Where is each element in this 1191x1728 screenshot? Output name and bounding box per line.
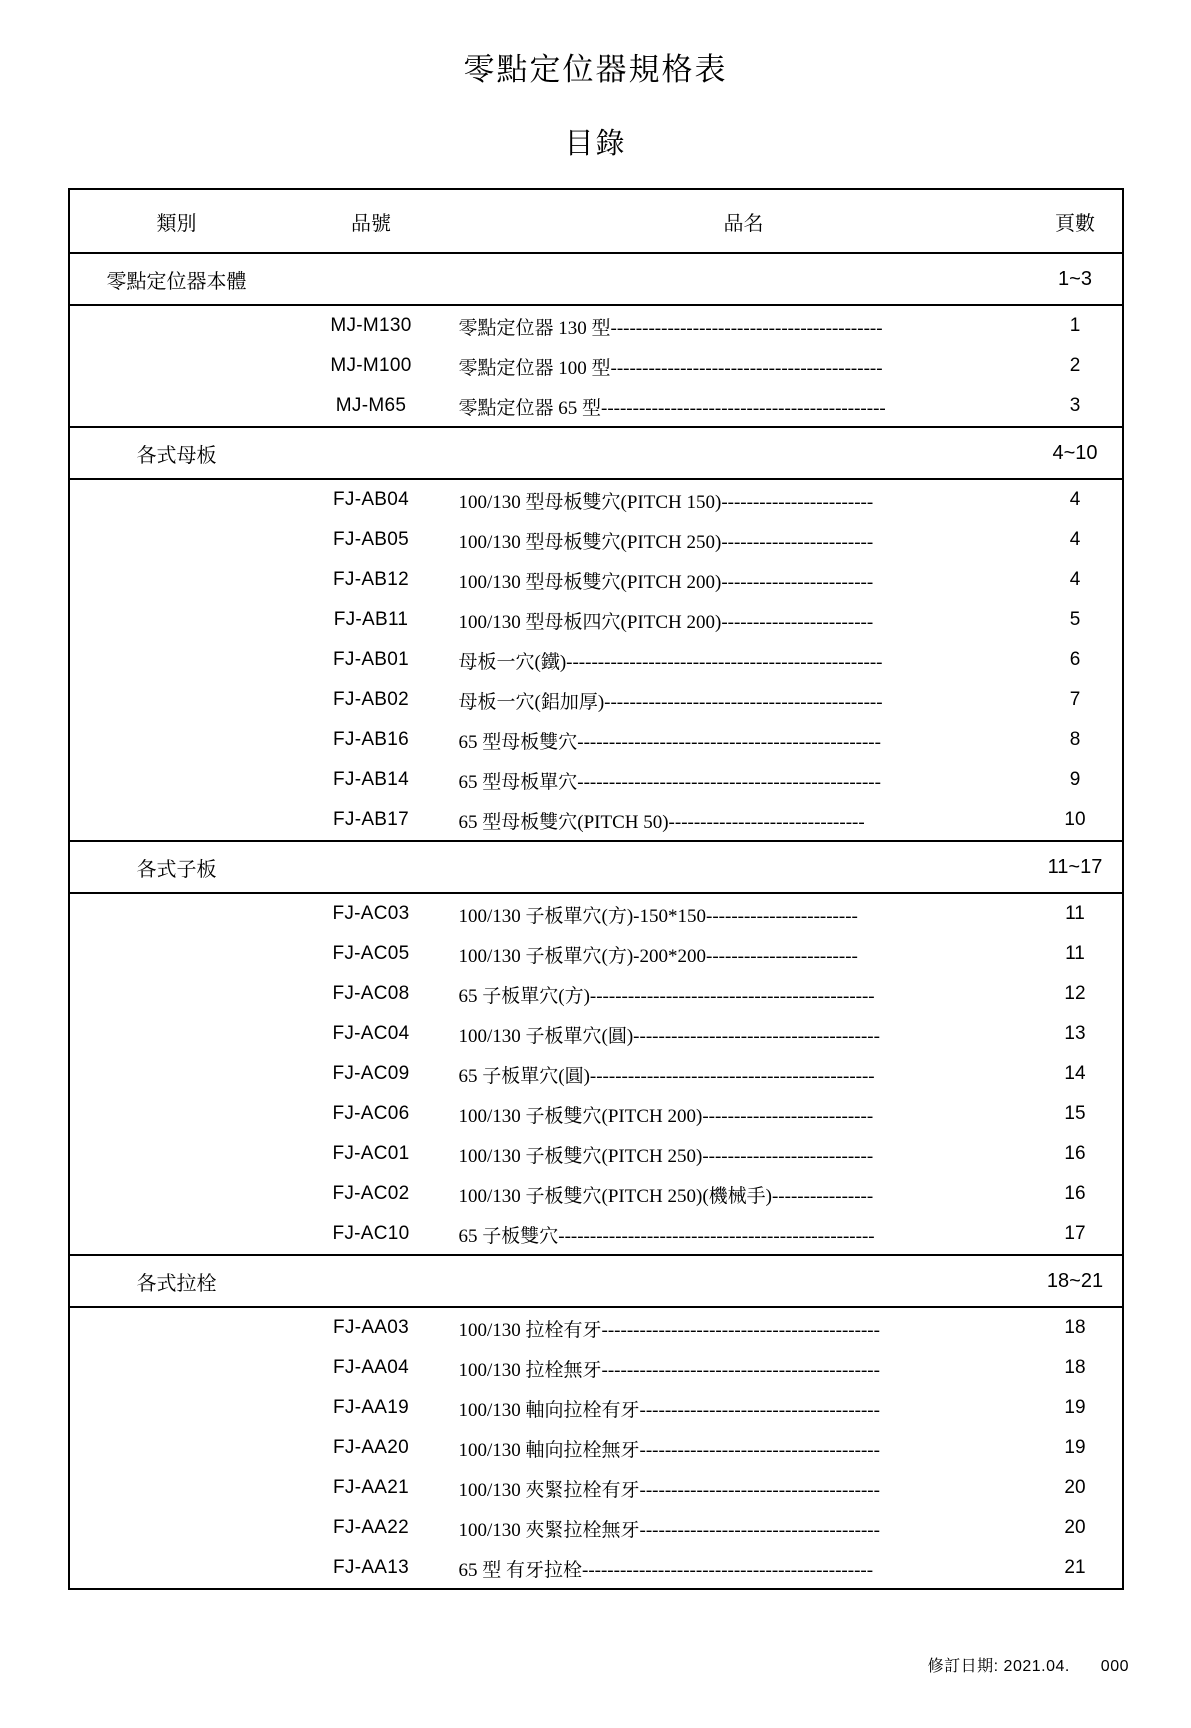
cell-code: FJ-AB12 <box>332 569 409 590</box>
cell-name: 100/130 子板雙穴(PITCH 200)--------------------------- <box>458 1105 874 1127</box>
column-header-code: 品號 <box>284 189 459 253</box>
table-row[interactable] <box>69 1388 1123 1428</box>
cell-page: 9 <box>1029 760 1123 800</box>
cell-code: FJ-AB14 <box>332 769 409 790</box>
table-row[interactable] <box>69 1174 1123 1214</box>
cell-category <box>69 720 284 760</box>
cell-page: 4 <box>1029 520 1123 560</box>
group-name-blank <box>459 427 1029 479</box>
cell-code: FJ-AB01 <box>332 649 409 670</box>
cell-page: 11 <box>1029 893 1123 934</box>
cell-category <box>69 386 284 427</box>
table-row[interactable] <box>69 1214 1123 1255</box>
cell-page: 16 <box>1029 1174 1123 1214</box>
cell-name: 100/130 子板雙穴(PITCH 250)(機械手)---------------- <box>458 1185 874 1207</box>
cell-page: 18 <box>1029 1307 1123 1348</box>
cell-name: 100/130 夾緊拉栓無牙-------------------------------------- <box>458 1519 880 1541</box>
table-row[interactable] <box>69 893 1123 934</box>
table-row[interactable] <box>69 680 1123 720</box>
cell-name: 100/130 子板單穴(圓)--------------------------------------- <box>458 1025 880 1047</box>
column-header-category: 類別 <box>69 189 284 253</box>
group-row <box>69 427 1123 479</box>
cell-code: FJ-AC03 <box>332 903 410 924</box>
cell-name: 65 子板單穴(方)--------------------------------------------- <box>458 985 875 1007</box>
group-code-blank <box>284 253 459 305</box>
cell-name: 65 型 有牙拉栓---------------------------------------------- <box>459 1548 1029 1589</box>
cell-name: 100/130 子板雙穴(PITCH 250)--------------------------- <box>458 1145 874 1167</box>
table-header-row <box>69 189 1123 253</box>
group-row <box>69 253 1123 305</box>
table-row[interactable] <box>69 760 1123 800</box>
revision-number: 000 <box>1100 1658 1129 1675</box>
cell-category <box>69 934 284 974</box>
cell-category <box>69 1348 284 1388</box>
table-row[interactable] <box>69 520 1123 560</box>
cell-code: FJ-AA20 <box>332 1437 409 1458</box>
cell-code: FJ-AC04 <box>332 1023 410 1044</box>
cell-page: 5 <box>1029 600 1123 640</box>
cell-category <box>69 893 284 934</box>
cell-category <box>69 1388 284 1428</box>
cell-code: FJ-AC10 <box>284 1214 459 1255</box>
cell-page: 3 <box>1029 386 1123 427</box>
table-row[interactable] <box>69 640 1123 680</box>
cell-page: 12 <box>1029 974 1123 1014</box>
table-row[interactable] <box>69 800 1123 841</box>
group-code-blank <box>284 427 459 479</box>
group-row <box>69 841 1123 893</box>
table-row[interactable] <box>69 479 1123 520</box>
cell-code: FJ-AA04 <box>332 1357 409 1378</box>
cell-code: FJ-AC09 <box>332 1063 410 1084</box>
cell-category <box>69 760 284 800</box>
cell-name: 100/130 拉栓無牙-------------------------------------------- <box>458 1359 880 1381</box>
cell-name: 100/130 夾緊拉栓有牙-------------------------------------- <box>458 1479 880 1501</box>
cell-code: FJ-AB02 <box>332 689 409 710</box>
cell-category <box>69 1428 284 1468</box>
cell-page: 2 <box>1029 346 1123 386</box>
table-row[interactable] <box>69 1134 1123 1174</box>
cell-name: 母板一穴(鋁加厚)-------------------------------------------- <box>458 691 883 713</box>
group-label: 各式母板 <box>69 427 284 479</box>
cell-category <box>69 800 284 841</box>
cell-name: 零點定位器 100 型------------------------------------------- <box>458 357 883 379</box>
cell-page: 4 <box>1029 479 1123 520</box>
cell-code: FJ-AA13 <box>284 1548 459 1589</box>
cell-page: 11 <box>1029 934 1123 974</box>
group-label: 各式拉栓 <box>69 1255 284 1307</box>
cell-name: 100/130 軸向拉栓無牙-------------------------------------- <box>458 1439 880 1461</box>
cell-page: 21 <box>1029 1548 1123 1589</box>
table-row[interactable] <box>69 346 1123 386</box>
page-subtitle: 目錄 <box>564 128 627 160</box>
cell-code: FJ-AB16 <box>332 729 409 750</box>
cell-page: 6 <box>1029 640 1123 680</box>
cell-code: FJ-AC08 <box>332 983 410 1004</box>
cell-category <box>69 346 284 386</box>
group-row <box>69 1255 1123 1307</box>
cell-category <box>69 479 284 520</box>
cell-page: 13 <box>1029 1014 1123 1054</box>
cell-code: FJ-AB05 <box>332 529 409 550</box>
table-of-contents <box>68 188 1124 1590</box>
cell-page: 7 <box>1029 680 1123 720</box>
cell-page: 19 <box>1029 1428 1123 1468</box>
page-title: 零點定位器規格表 <box>463 52 728 87</box>
group-code-blank <box>284 1255 459 1307</box>
group-page-range: 11~17 <box>1029 841 1123 893</box>
group-label: 各式子板 <box>69 841 284 893</box>
cell-name: 100/130 型母板雙穴(PITCH 200)------------------------ <box>458 571 874 593</box>
cell-name: 100/130 子板單穴(方)-200*200------------------------ <box>458 945 858 967</box>
cell-page: 15 <box>1029 1094 1123 1134</box>
cell-page: 20 <box>1029 1508 1123 1548</box>
cell-category <box>69 680 284 720</box>
table-row[interactable] <box>69 1014 1123 1054</box>
table-row[interactable] <box>69 720 1123 760</box>
table-row[interactable] <box>69 1548 1123 1589</box>
table-row[interactable] <box>69 600 1123 640</box>
group-code-blank <box>284 841 459 893</box>
table-row[interactable] <box>69 974 1123 1014</box>
cell-page: 8 <box>1029 720 1123 760</box>
cell-page: 10 <box>1029 800 1123 841</box>
cell-code: MJ-M130 <box>330 315 412 336</box>
cell-category <box>69 305 284 346</box>
cell-page: 18 <box>1029 1348 1123 1388</box>
cell-name: 零點定位器 65 型--------------------------------------------- <box>459 386 1029 427</box>
cell-name: 65 型母板單穴------------------------------------------------ <box>458 771 881 793</box>
cell-name: 100/130 型母板四穴(PITCH 200)------------------------ <box>458 611 874 633</box>
cell-category <box>69 1174 284 1214</box>
cell-category <box>69 1214 284 1255</box>
footer <box>928 1653 1129 1676</box>
cell-page: 1 <box>1029 305 1123 346</box>
cell-code: FJ-AB04 <box>332 489 409 510</box>
cell-category <box>69 1307 284 1348</box>
cell-code: FJ-AA22 <box>332 1517 409 1538</box>
cell-category <box>69 640 284 680</box>
group-page-range: 4~10 <box>1029 427 1123 479</box>
cell-name: 母板一穴(鐵)-------------------------------------------------- <box>458 651 883 673</box>
cell-code: MJ-M65 <box>284 386 459 427</box>
table-body <box>69 253 1123 1589</box>
group-page-range: 18~21 <box>1029 1255 1123 1307</box>
cell-code: FJ-AC01 <box>332 1143 410 1164</box>
table-row[interactable] <box>69 934 1123 974</box>
table-row[interactable] <box>69 1054 1123 1094</box>
cell-name: 100/130 拉栓有牙-------------------------------------------- <box>458 1319 880 1341</box>
table-row[interactable] <box>69 1094 1123 1134</box>
cell-category <box>69 1468 284 1508</box>
cell-page: 17 <box>1029 1214 1123 1255</box>
cell-name: 65 子板單穴(圓)--------------------------------------------- <box>458 1065 875 1087</box>
table-row[interactable] <box>69 1468 1123 1508</box>
revision-date: 修訂日期: 2021.04. <box>927 1658 1070 1675</box>
cell-category <box>69 1134 284 1174</box>
group-page-range: 1~3 <box>1029 253 1123 305</box>
group-name-blank <box>459 1255 1029 1307</box>
cell-name: 零點定位器 130 型------------------------------------------- <box>458 317 883 339</box>
table-row[interactable] <box>69 1348 1123 1388</box>
group-name-blank <box>459 841 1029 893</box>
cell-code: FJ-AB11 <box>333 609 409 630</box>
cell-category <box>69 974 284 1014</box>
cell-code: FJ-AA21 <box>332 1477 409 1498</box>
cell-page: 20 <box>1029 1468 1123 1508</box>
cell-name: 65 子板雙穴-------------------------------------------------- <box>459 1214 1029 1255</box>
cell-category <box>69 1508 284 1548</box>
cell-name: 100/130 子板單穴(方)-150*150------------------------ <box>458 905 858 927</box>
cell-name: 100/130 軸向拉栓有牙-------------------------------------- <box>458 1399 880 1421</box>
cell-name: 100/130 型母板雙穴(PITCH 250)------------------------ <box>458 531 874 553</box>
cell-category <box>69 1014 284 1054</box>
table-row[interactable] <box>69 1428 1123 1468</box>
table-row[interactable] <box>69 1508 1123 1548</box>
cell-category <box>69 1054 284 1094</box>
document-page <box>0 44 1191 1728</box>
cell-code: MJ-M100 <box>330 355 412 376</box>
cell-category <box>69 1548 284 1589</box>
cell-code: FJ-AA19 <box>332 1397 409 1418</box>
cell-code: FJ-AC02 <box>332 1183 410 1204</box>
cell-code: FJ-AB17 <box>284 800 459 841</box>
table-row[interactable] <box>69 305 1123 346</box>
column-header-name: 品名 <box>459 189 1029 253</box>
table-row[interactable] <box>69 1307 1123 1348</box>
table-row[interactable] <box>69 560 1123 600</box>
cell-category <box>69 600 284 640</box>
cell-category <box>69 1094 284 1134</box>
cell-name: 100/130 型母板雙穴(PITCH 150)------------------------ <box>458 491 874 513</box>
cell-page: 16 <box>1029 1134 1123 1174</box>
cell-code: FJ-AC06 <box>332 1103 410 1124</box>
cell-name: 65 型母板雙穴(PITCH 50)------------------------------- <box>459 800 1029 841</box>
cell-page: 4 <box>1029 560 1123 600</box>
table-row[interactable] <box>69 386 1123 427</box>
group-name-blank <box>459 253 1029 305</box>
cell-code: FJ-AC05 <box>332 943 410 964</box>
cell-category <box>69 520 284 560</box>
cell-page: 14 <box>1029 1054 1123 1094</box>
column-header-page: 頁數 <box>1029 189 1123 253</box>
cell-name: 65 型母板雙穴------------------------------------------------ <box>458 731 881 753</box>
cell-code: FJ-AA03 <box>332 1317 409 1338</box>
cell-category <box>69 560 284 600</box>
group-label: 零點定位器本體 <box>69 253 284 305</box>
cell-page: 19 <box>1029 1388 1123 1428</box>
